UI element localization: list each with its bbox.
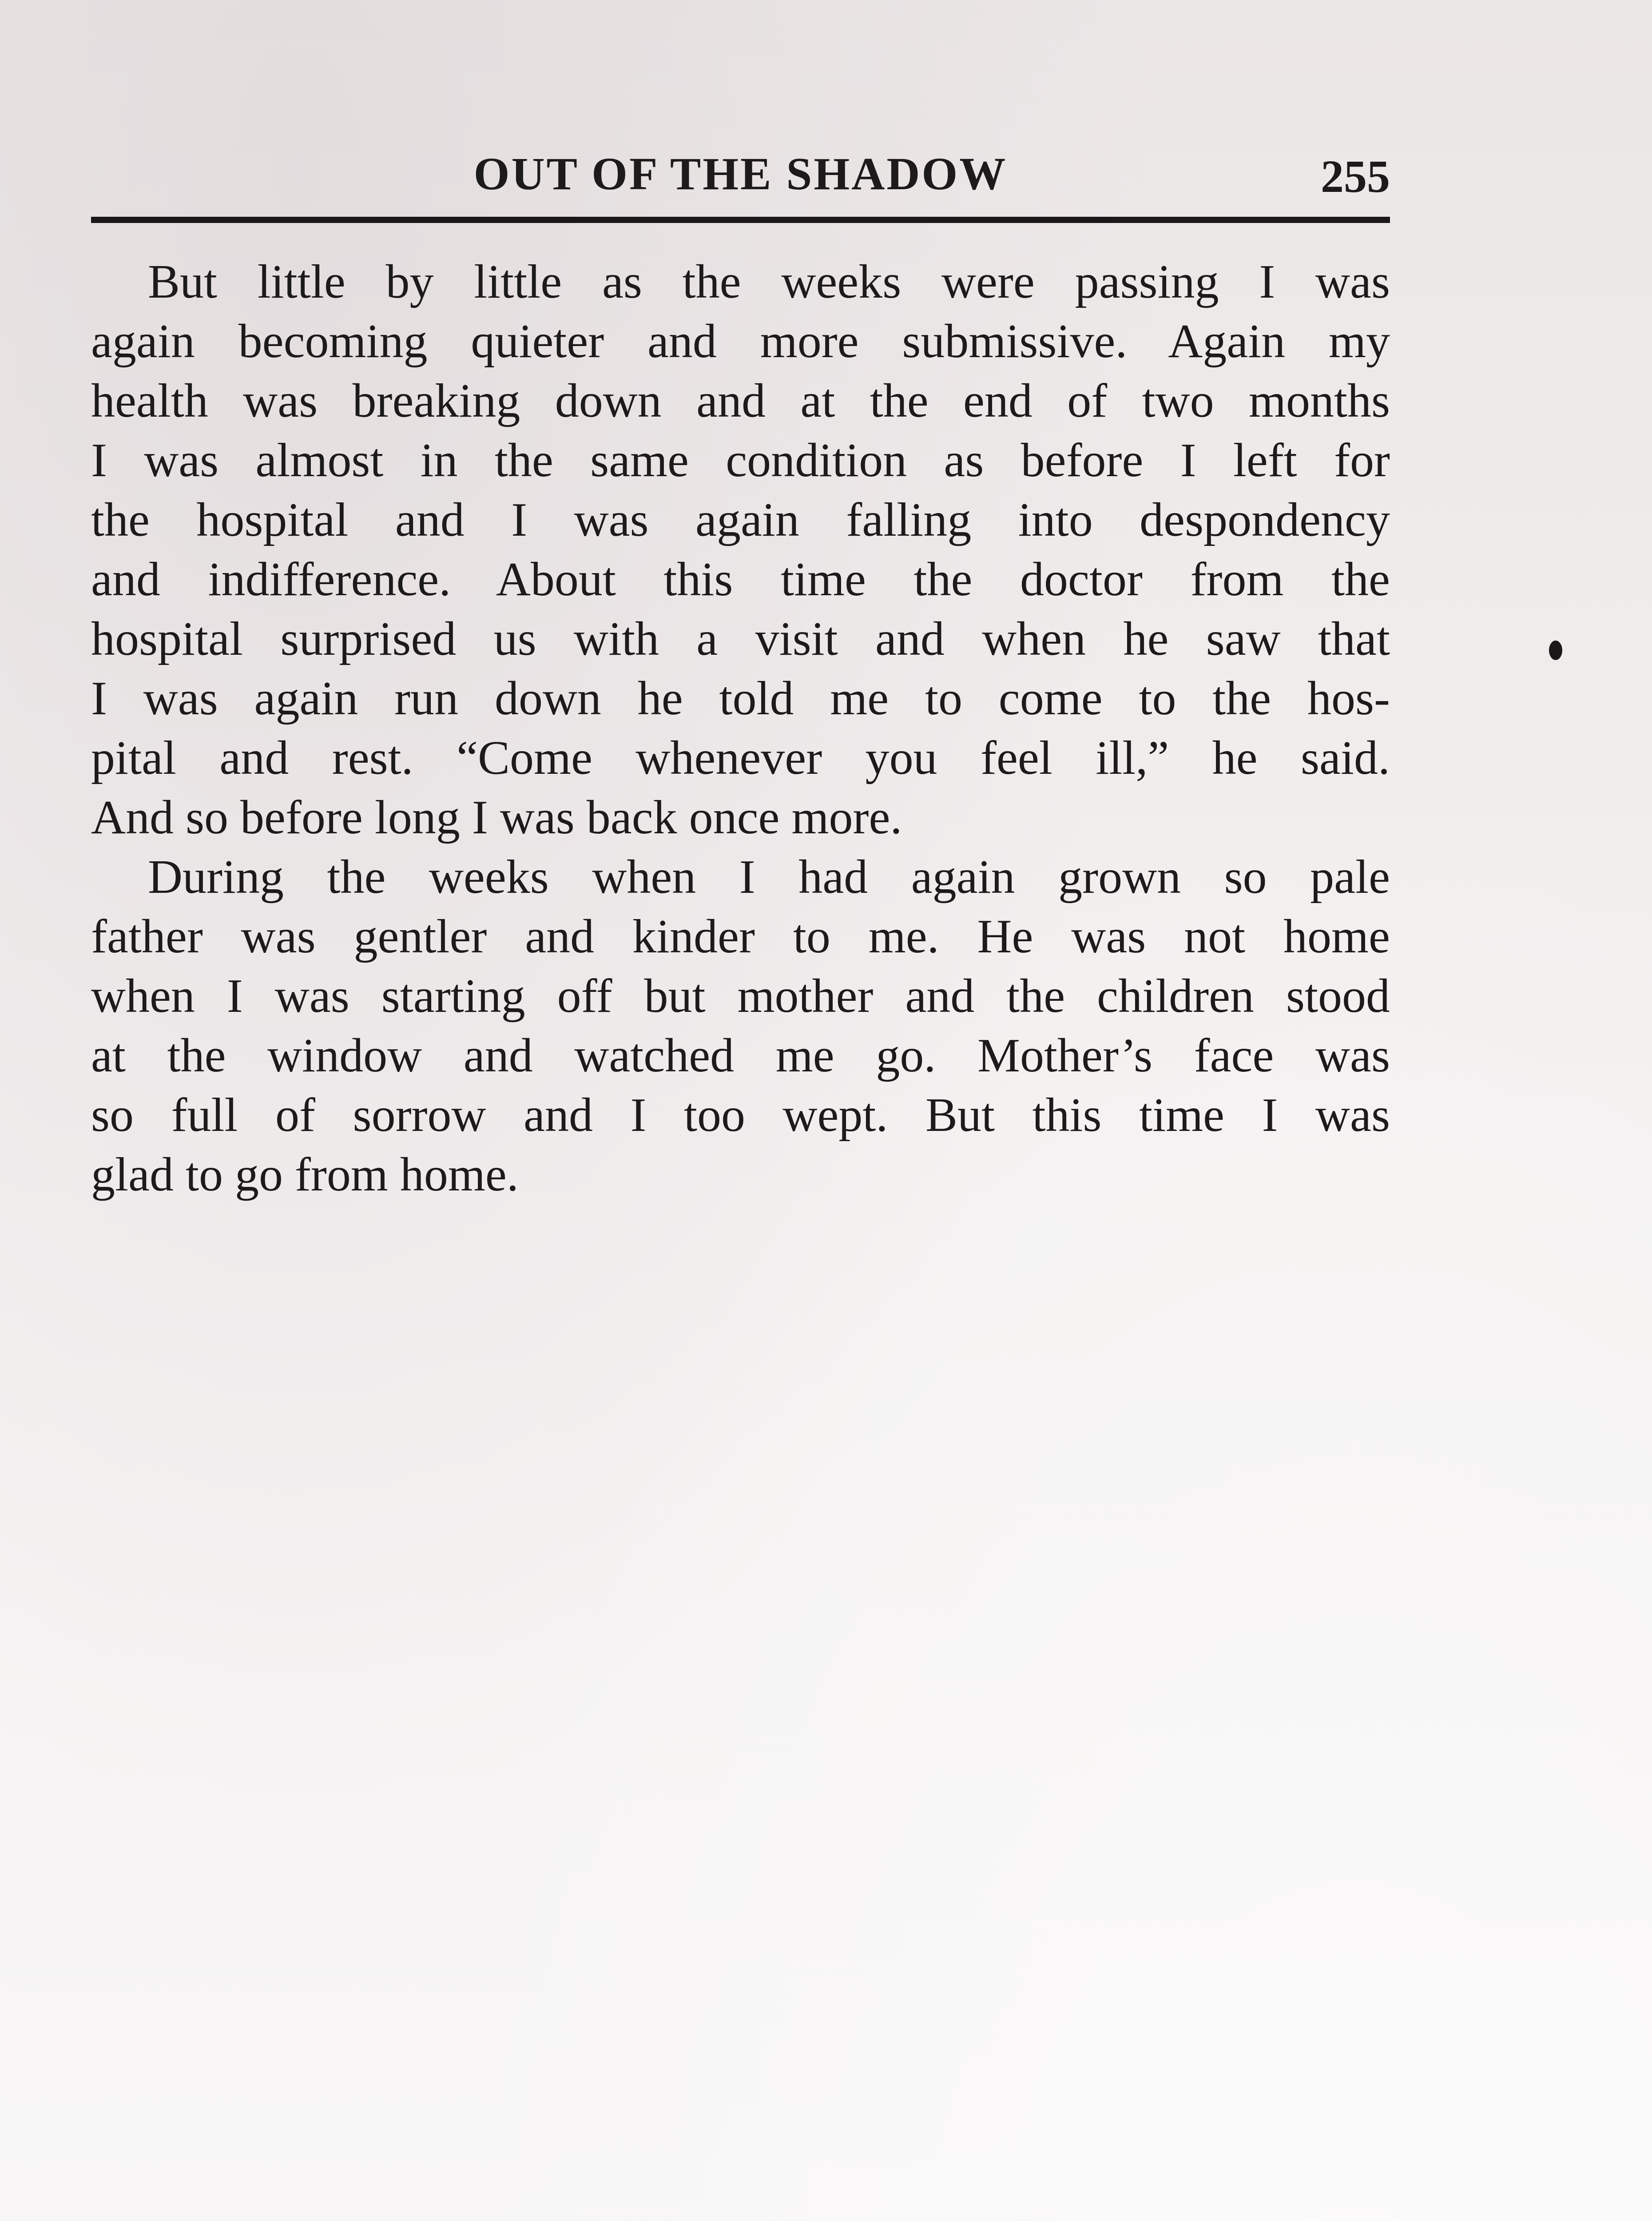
body-text bbox=[91, 252, 1390, 1205]
text-line: when I was starting off but mother and the children stood bbox=[91, 970, 1390, 1023]
text-line: glad to go from home. bbox=[91, 1148, 519, 1201]
text-line: the hospital and I was again falling into despondency bbox=[91, 494, 1390, 546]
text-line: I was almost in the same condition as before I left for bbox=[91, 434, 1390, 487]
text-line: at the window and watched me go. Mother’s face was bbox=[91, 1029, 1390, 1082]
text-line: health was breaking down and at the end of two months bbox=[91, 374, 1390, 427]
ink-spot bbox=[1549, 641, 1562, 660]
header-rule bbox=[91, 217, 1390, 223]
text-line: I was again run down he told me to come to the hos- bbox=[91, 672, 1390, 725]
page-header bbox=[91, 142, 1390, 213]
text-line: so full of sorrow and I too wept. But this time I was bbox=[91, 1089, 1390, 1142]
text-line: And so before long I was back once more. bbox=[91, 791, 902, 844]
page-number: 255 bbox=[1321, 151, 1390, 202]
text-line: hospital surprised us with a visit and when he saw that bbox=[91, 613, 1390, 665]
text-line: father was gentler and kinder to me. He was not home bbox=[91, 910, 1390, 963]
running-title: OUT OF THE SHADOW bbox=[473, 148, 1008, 199]
text-line: But little by little as the weeks were passing I was bbox=[148, 255, 1390, 308]
paragraph-1 bbox=[91, 252, 1390, 848]
paragraph-2 bbox=[91, 848, 1390, 1205]
text-line: again becoming quieter and more submissive. Again my bbox=[91, 315, 1390, 368]
text-line: pital and rest. “Come whenever you feel ill,” he said. bbox=[91, 732, 1390, 784]
text-line: and indifference. About this time the doctor from the bbox=[91, 553, 1390, 606]
text-line: During the weeks when I had again grown so pale bbox=[148, 851, 1390, 904]
